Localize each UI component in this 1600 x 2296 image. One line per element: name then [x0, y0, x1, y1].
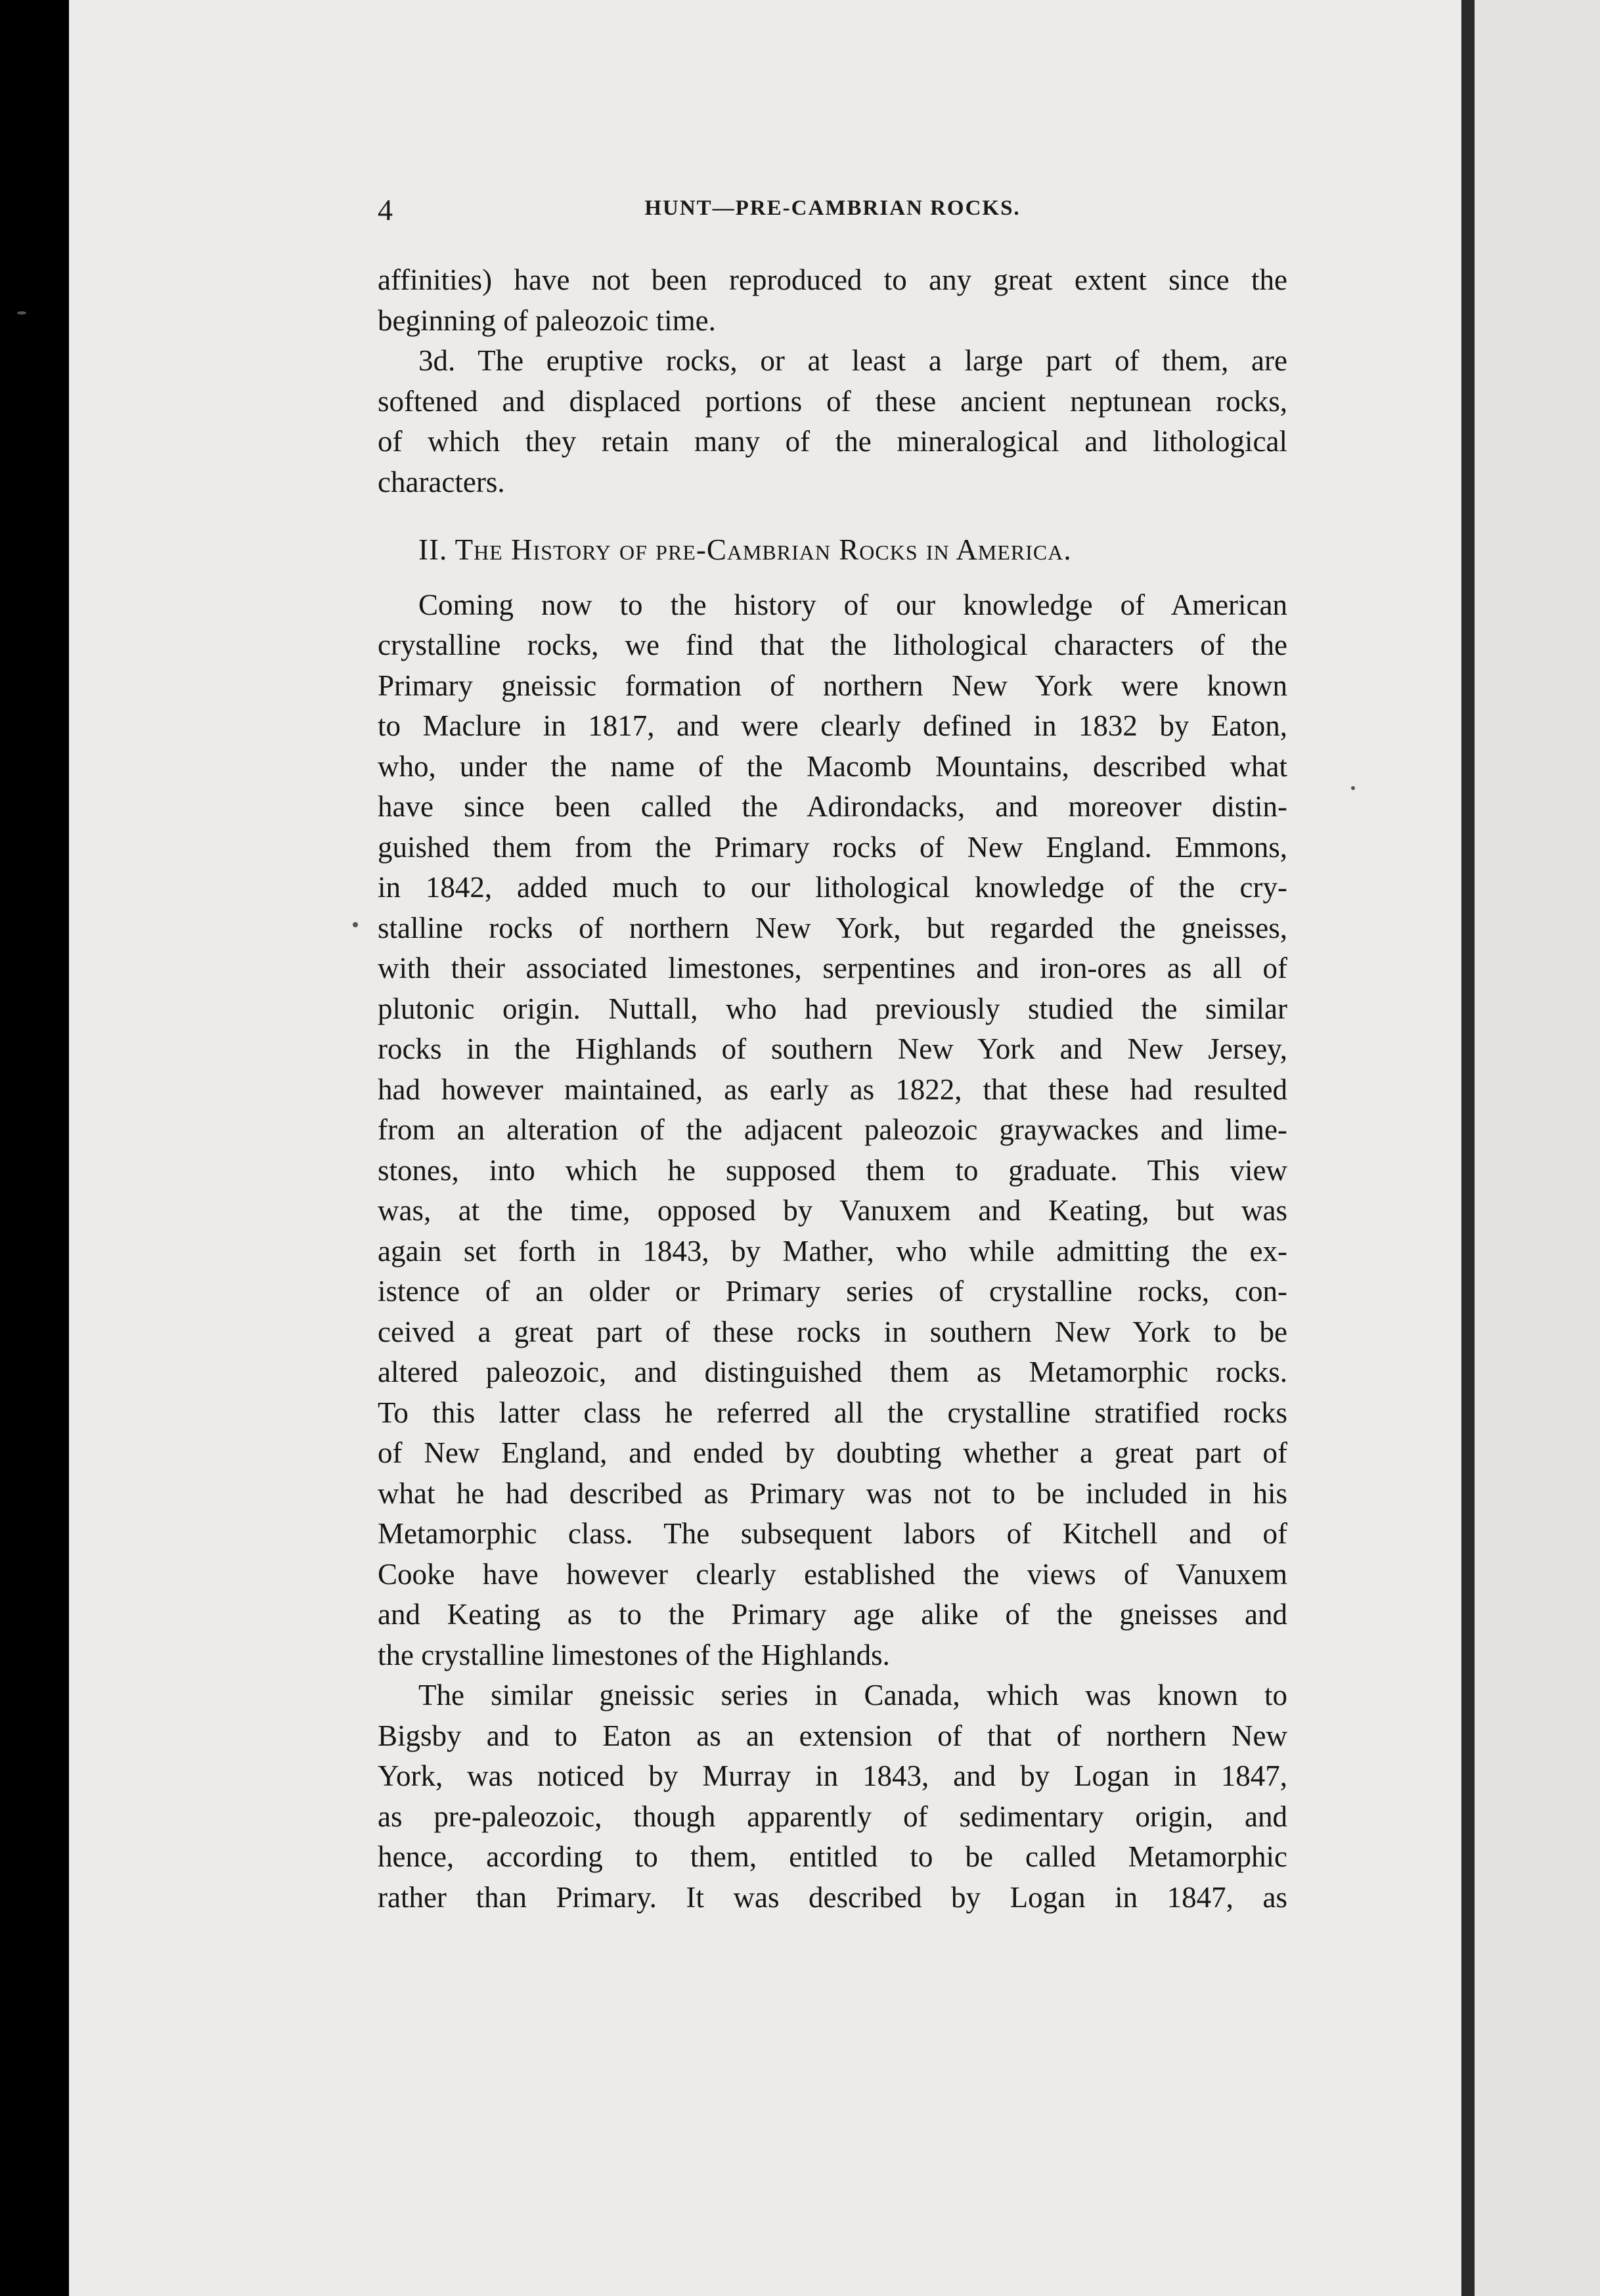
text-line: to Maclure in 1817, and were clearly defined in 1832 by Eaton,: [378, 709, 1287, 742]
text-line: from an alteration of the adjacent paleozoic graywackes and lime-: [378, 1113, 1287, 1146]
text-line: beginning of paleozoic time.: [378, 303, 716, 337]
text-line: To this latter class he referred all the crystalline stratified rocks: [378, 1396, 1287, 1429]
text-line: rocks in the Highlands of southern New York and New Jersey,: [378, 1032, 1287, 1065]
text-line: of New England, and ended by doubting whether a great part of: [378, 1436, 1287, 1469]
paragraph: [378, 1675, 1287, 1918]
text-line: Cooke have however clearly established the views of Vanuxem: [378, 1557, 1287, 1591]
running-header: [378, 192, 1287, 232]
text-line: again set forth in 1843, by Mather, who while admitting the ex-: [378, 1234, 1287, 1268]
text-line: altered paleozoic, and distinguished them as Metamorphic rocks.: [378, 1356, 1287, 1388]
text-line: what he had described as Primary was not to be included in his: [378, 1476, 1287, 1510]
text-line: softened and displaced portions of these ancient neptunean rocks,: [378, 384, 1287, 418]
text-line: York, was noticed by Murray in 1843, and by Logan in 1847,: [378, 1759, 1287, 1792]
text-line: who, under the name of the Macomb Mountains, described what: [378, 749, 1287, 783]
text-line: The similar gneissic series in Canada, which was known to: [418, 1679, 1287, 1711]
text-line: Coming now to the history of our knowledge of American: [418, 588, 1287, 621]
text-line: was, at the time, opposed by Vanuxem and Keating, but was: [378, 1194, 1287, 1227]
binding-gutter: [1461, 0, 1475, 2296]
text-line: with their associated limestones, serpentines and iron-ores as all of: [378, 952, 1287, 984]
text-line: Bigsby and to Eaton as an extension of that of northern New: [378, 1719, 1287, 1752]
text-line: rather than Primary. It was described by Logan in 1847, as: [378, 1880, 1287, 1914]
text-line: 3d. The eruptive rocks, or at least a large part of them, are: [418, 344, 1287, 377]
paragraph: [378, 585, 1287, 1676]
text-line: ceived a great part of these rocks in southern New York to be: [378, 1315, 1287, 1348]
paragraph: [378, 341, 1287, 502]
text-line: affinities) have not been reproduced to any great extent since the: [378, 263, 1287, 296]
paragraph: [378, 260, 1287, 341]
text-line: hence, according to them, entitled to be called Metamorphic: [378, 1840, 1287, 1873]
text-line: Primary gneissic formation of northern New York were known: [378, 669, 1287, 702]
text-line: as pre-paleozoic, though apparently of sedimentary origin, and: [378, 1799, 1287, 1833]
text-line: Metamorphic class. The subsequent labors of Kitchell and of: [378, 1517, 1287, 1550]
text-line: have since been called the Adirondacks, and moreover distin-: [378, 790, 1287, 823]
text-column: [378, 260, 1287, 1918]
section-heading-text: II. The History of pre-Cambrian Rocks in America.: [418, 533, 1072, 566]
text-line: crystalline rocks, we find that the lithological characters of the: [378, 629, 1287, 661]
scan-speck: [17, 311, 26, 315]
text-line: of which they retain many of the mineralogical and lithological: [378, 425, 1287, 458]
page-number: 4: [378, 193, 393, 227]
text-line: the crystalline limestones of the Highlands.: [378, 1638, 890, 1671]
text-line: guished them from the Primary rocks of New England. Emmons,: [378, 830, 1287, 864]
text-line: characters.: [378, 465, 505, 498]
running-title: HUNT—PRE-CAMBRIAN ROCKS.: [644, 196, 1021, 220]
facing-page-edge: [1475, 0, 1600, 2296]
scan-speck: [353, 922, 358, 927]
text-line: stones, into which he supposed them to graduate. This view: [378, 1153, 1287, 1187]
text-line: in 1842, added much to our lithological knowledge of the cry-: [378, 871, 1287, 904]
section-heading: [378, 530, 1287, 571]
text-line: istence of an older or Primary series of crystalline rocks, con-: [378, 1275, 1287, 1308]
scan-speck: [1351, 786, 1355, 790]
text-line: stalline rocks of northern New York, but regarded the gneisses,: [378, 911, 1287, 944]
text-line: had however maintained, as early as 1822, that these had resulted: [378, 1072, 1287, 1106]
text-line: and Keating as to the Primary age alike of the gneisses and: [378, 1598, 1287, 1631]
text-line: plutonic origin. Nuttall, who had previously studied the similar: [378, 992, 1287, 1025]
